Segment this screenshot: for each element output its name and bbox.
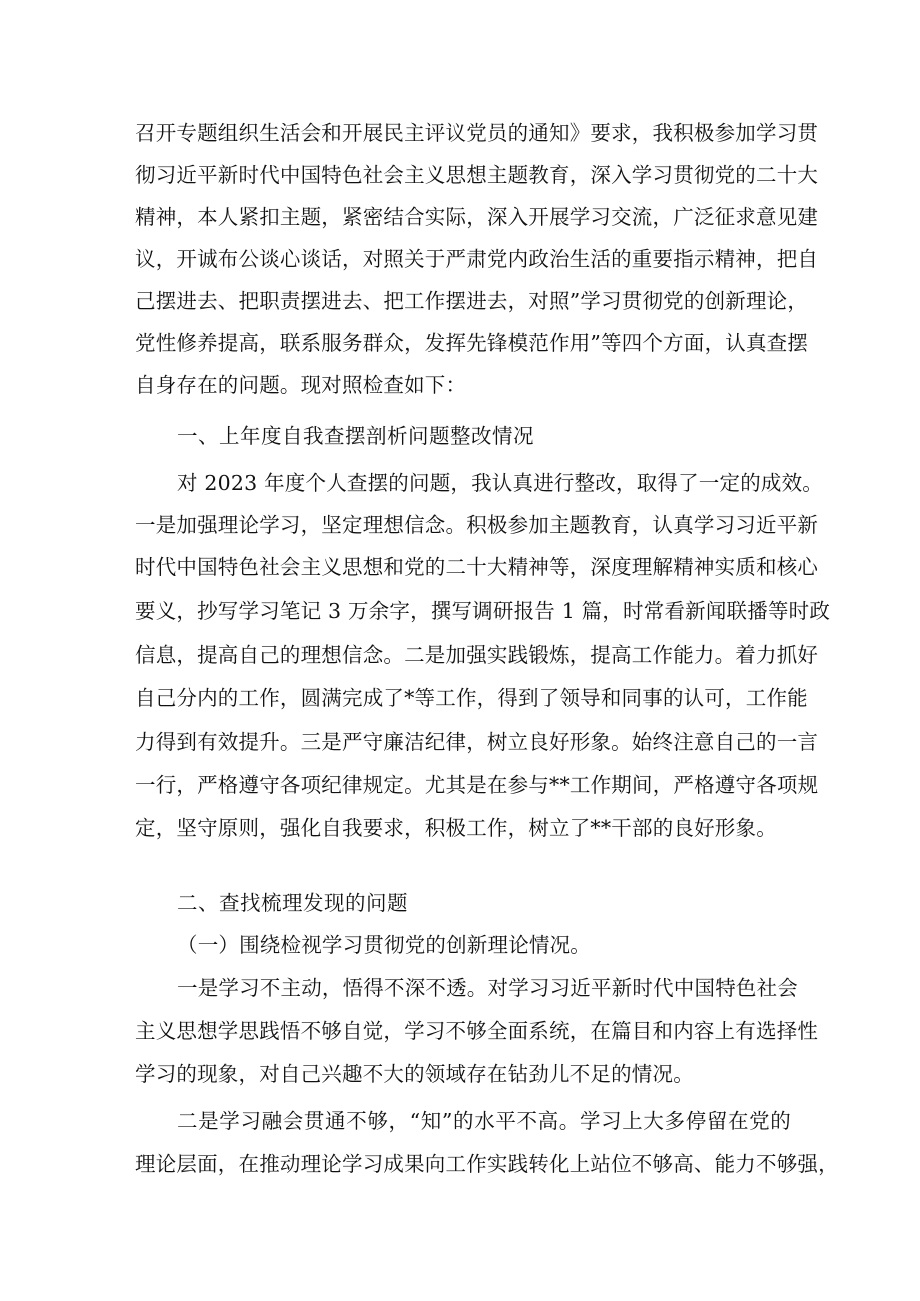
section1-line-7: 力得到有效提升。三是严守廉洁纪律，树立良好形象。始终注意自己的一言 bbox=[135, 730, 819, 754]
section1-line-1: 对 2023 年度个人查摆的问题，我认真进行整改，取得了一定的成效。 bbox=[177, 471, 824, 495]
intro-line-4: 议，开诚布公谈心谈话，对照关于严肃党内政治生活的重要指示精神，把自 bbox=[135, 247, 819, 271]
section1-line-5: 信息，提高自己的理想信念。二是加强实践锻炼，提高工作能力。着力抓好 bbox=[135, 643, 819, 667]
section1-line-2: 一是加强理论学习，坚定理想信念。积极参加主题教育，认真学习习近平新 bbox=[135, 513, 819, 537]
section1-line-9: 定，坚守原则，强化自我要求，积极工作，树立了**干部的良好形象。 bbox=[135, 816, 777, 840]
intro-line-5: 己摆进去、把职责摆进去、把工作摆进去，对照”学习贯彻党的创新理论， bbox=[135, 289, 809, 313]
intro-line-7: 自身存在的问题。现对照检查如下： bbox=[135, 373, 467, 397]
section1-heading: 一、上年度自我查摆剖析问题整改情况 bbox=[177, 424, 534, 448]
intro-line-1: 召开专题组织生活会和开展民主评议党员的通知》要求，我积极参加学习贯 bbox=[135, 121, 819, 145]
intro-line-3: 精神，本人紧扣主题，紧密结合实际，深入开展学习交流，广泛征求意见建 bbox=[135, 205, 819, 229]
section1-line-6: 自己分内的工作，圆满完成了*等工作，得到了领导和同事的认可，工作能 bbox=[135, 686, 808, 710]
section2-para1-line-3: 学习的现象，对自己兴趣不大的领域存在钻劲儿不足的情况。 bbox=[135, 1062, 694, 1086]
section1-line-3: 时代中国特色社会主义思想和党的二十大精神等，深度理解精神实质和核心 bbox=[135, 555, 819, 579]
section2-para1-line-2: 主义思想学思践悟不够自觉，学习不够全面系统，在篇目和内容上有选择性 bbox=[135, 1019, 819, 1043]
intro-line-6: 党性修养提高，联系服务群众，发挥先锋模范作用”等四个方面，认真查摆 bbox=[135, 331, 809, 355]
section1-line-8: 一行，严格遵守各项纪律规定。尤其是在参与**工作期间，严格遵守各项规 bbox=[135, 773, 819, 797]
section2-para2-line-2: 理论层面，在推动理论学习成果向工作实践转化上站位不够高、能力不够强， bbox=[135, 1152, 839, 1176]
section2-subheading: （一）围绕检视学习贯彻党的创新理论情况。 bbox=[177, 933, 591, 957]
section2-para2-line-1: 二是学习融会贯通不够，“知”的水平不高。学习上大多停留在党的 bbox=[177, 1109, 791, 1133]
section2-heading: 二、查找梳理发现的问题 bbox=[177, 891, 408, 915]
intro-line-2: 彻习近平新时代中国特色社会主义思想主题教育，深入学习贯彻党的二十大 bbox=[135, 163, 819, 187]
section1-line-4: 要义，抄写学习笔记 3 万余字，撰写调研报告 1 篇，时常看新闻联播等时政 bbox=[135, 599, 831, 623]
section2-para1-line-1: 一是学习不主动，悟得不深不透。对学习习近平新时代中国特色社会 bbox=[177, 976, 798, 1000]
